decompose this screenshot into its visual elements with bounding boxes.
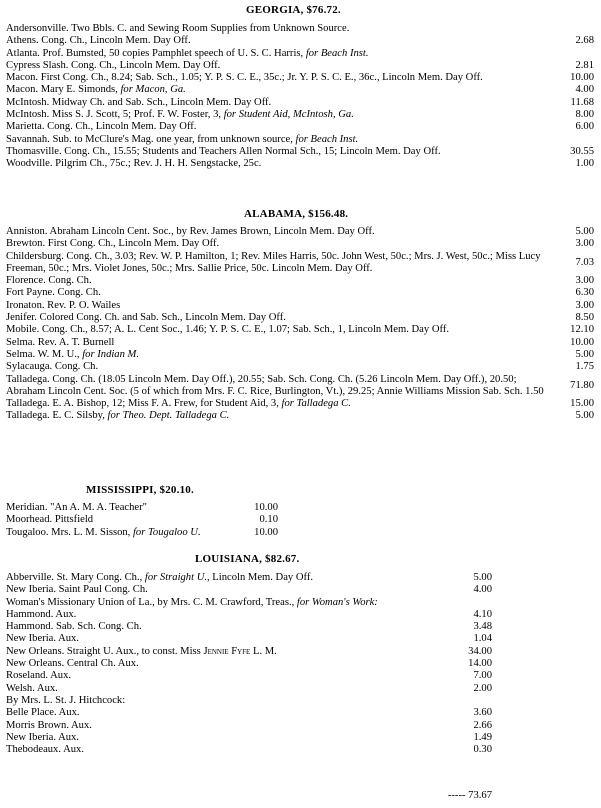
entry-description [6, 251, 554, 276]
entry-text: Marietta. Cong. Ch., Lincoln Mem. Day Off. [6, 121, 197, 133]
entry-text: Savannah. Sub. to McClure's Mag. one year, from unknown source, [6, 133, 293, 145]
entry-amount: 2.68 [575, 35, 594, 47]
entry-amount: 11.68 [570, 96, 594, 108]
entry-text: New Orleans. Straight U. Aux., to const. Miss [6, 645, 201, 657]
entry-description [6, 527, 238, 539]
entry-amount: 4.10 [473, 608, 492, 620]
entry-designation: for Beach Inst. [292, 133, 359, 145]
georgia-entry [6, 60, 594, 72]
entry-text: McIntosh. Midway Ch. and Sab. Sch., Lincoln Mem. Day Off. [6, 96, 272, 108]
entry-description [6, 744, 452, 756]
georgia-entry [6, 109, 594, 121]
entry-amount: 10.00 [254, 502, 278, 513]
louisiana-entry [6, 695, 492, 707]
entry-text: Selma. Rev. A. T. Burnell [6, 336, 115, 348]
entry-amount: 3.00 [575, 238, 594, 250]
entry-text: Sylacauga. Cong. Ch. [6, 361, 99, 373]
entry-text: By Mrs. L. St. J. Hitchcock: [6, 694, 126, 706]
louisiana-entry [6, 597, 492, 609]
entry-description [6, 720, 452, 732]
entry-description [6, 238, 554, 250]
alabama-entry [6, 398, 594, 410]
entry-text-tail: , Lincoln Mem. Day Off. [207, 572, 314, 583]
entry-amount: 5.00 [575, 410, 594, 422]
entry-description [6, 300, 554, 312]
entry-designation: for Theo. Dept. Talladega C. [104, 410, 230, 422]
louisiana-entry [6, 609, 492, 621]
mississippi-entry [6, 502, 278, 514]
entry-description [6, 134, 554, 146]
georgia-entry [6, 158, 594, 170]
entry-amount: 3.00 [575, 299, 594, 311]
georgia-entry [6, 134, 594, 146]
entry-description [6, 410, 554, 422]
alabama-entry [6, 337, 594, 349]
entry-description [6, 658, 452, 670]
entry-text: Athens. Cong. Ch., Lincoln Mem. Day Off. [6, 35, 191, 47]
entry-amount: 2.66 [473, 719, 492, 731]
alabama-entry [6, 251, 594, 276]
entry-description [6, 349, 554, 361]
entry-text: Ironaton. Rev. P. O. Wailes [6, 299, 121, 311]
entry-description [6, 670, 452, 682]
entry-amount: 10.00 [570, 72, 594, 84]
georgia-entry [6, 84, 594, 96]
entry-description [6, 48, 554, 60]
section-louisiana [6, 572, 492, 756]
entry-description [6, 646, 452, 658]
entry-amount: 5.00 [575, 348, 594, 360]
louisiana-entry [6, 621, 492, 633]
entry-description [6, 514, 238, 526]
entry-amount: 30.55 [570, 145, 594, 157]
entry-description [6, 109, 554, 121]
entry-text: Brewton. First Cong. Ch., Lincoln Mem. Day Off. [6, 238, 220, 250]
alabama-entry [6, 324, 594, 336]
heading-alabama: ALABAMA, $156.48. [244, 208, 349, 220]
alabama-entry [6, 300, 594, 312]
louisiana-total: ----- 73.67 [447, 790, 492, 801]
entry-text: Meridian. "An A. M. A. Teacher" [6, 502, 147, 513]
entry-description [6, 597, 452, 609]
entry-description [6, 226, 554, 238]
entry-amount: 6.30 [575, 287, 594, 299]
entry-text-tail: L. M. [250, 645, 277, 657]
entry-description [6, 361, 554, 373]
louisiana-entry [6, 744, 492, 756]
entry-text: Selma. W. M. U., [6, 348, 80, 360]
heading-georgia: GEORGIA, $76.72. [246, 4, 341, 16]
entry-text: Andersonville. Two Bbls. C. and Sewing Room Supplies from Unknown Source. [6, 23, 350, 34]
louisiana-entry [6, 707, 492, 719]
entry-description [6, 633, 452, 645]
entry-description [6, 121, 554, 133]
alabama-entry [6, 312, 594, 324]
entry-description [6, 337, 554, 349]
entry-description [6, 398, 554, 410]
entry-amount: 5.00 [473, 572, 492, 583]
entry-description [6, 287, 554, 299]
alabama-entry [6, 238, 594, 250]
entry-amount: 14.00 [468, 658, 492, 670]
entry-description [6, 707, 452, 719]
entry-description [6, 502, 238, 514]
entry-amount: 7.00 [473, 670, 492, 682]
georgia-entry [6, 48, 594, 60]
entry-description [6, 23, 554, 35]
entry-amount: 1.04 [473, 633, 492, 645]
entry-amount: 8.00 [575, 109, 594, 121]
entry-text: Macon. Mary E. Simonds, [6, 84, 118, 96]
entry-amount: 0.10 [259, 514, 278, 526]
entry-amount: 7.03 [575, 256, 594, 268]
louisiana-entry [6, 646, 492, 658]
georgia-entry [6, 146, 594, 158]
entry-name-caps: Jennie Fyfe [200, 645, 251, 657]
entry-text: Belle Place. Aux. [6, 707, 80, 719]
entry-text: New Iberia. Aux. [6, 633, 79, 645]
mississippi-entry [6, 527, 278, 539]
entry-description [6, 572, 452, 584]
entry-amount: 10.00 [254, 526, 278, 538]
georgia-entry [6, 72, 594, 84]
entry-text: Mobile. Cong. Ch., 8.57; A. L. Cent Soc., 1.46; Y. P. S. C. E., 1.07; Sab. Sch., 1, Lincoln Mem. Day Off. [6, 324, 449, 336]
entry-text: Thebodeaux. Aux. [6, 744, 84, 756]
alabama-entry [6, 361, 594, 373]
louisiana-entry [6, 732, 492, 744]
entry-text: Thomasville. Cong. Ch., 15.55; Students and Teachers Allen Normal Sch., 15; Lincoln Mem. Day Off. [6, 145, 441, 157]
mississippi-entry [6, 514, 278, 526]
entry-amount: 15.00 [570, 398, 594, 410]
entry-description [6, 374, 554, 399]
entry-amount: 4.00 [473, 584, 492, 596]
entry-designation: for Tougaloo U. [130, 526, 201, 538]
alabama-entry [6, 287, 594, 299]
entry-description [6, 621, 452, 633]
entry-amount: 2.81 [575, 59, 594, 71]
louisiana-entry [6, 720, 492, 732]
alabama-entry [6, 374, 594, 399]
entry-description [6, 324, 554, 336]
georgia-entry [6, 35, 594, 47]
entry-designation: for Macon, Ga. [117, 84, 186, 96]
louisiana-total-row [380, 790, 492, 802]
heading-louisiana: LOUISIANA, $82.67. [195, 553, 300, 565]
entry-text: Welsh. Aux. [6, 682, 58, 694]
entry-text: McIntosh. Miss S. J. Scott, 5; Prof. F. W. Foster, 3, [6, 109, 222, 121]
entry-description [6, 97, 554, 109]
entry-text: Abberville. St. Mary Cong. Ch., [6, 572, 143, 583]
entry-designation: for Straight U. [142, 572, 207, 583]
entry-text: New Orleans. Central Ch. Aux. [6, 658, 139, 670]
entry-text: Talladega. E. C. Silsby, [6, 410, 105, 422]
entry-description [6, 695, 452, 707]
georgia-entry [6, 97, 594, 109]
alabama-entry [6, 410, 594, 422]
entry-designation: for Student Aid, McIntosh, Ga. [221, 109, 354, 121]
louisiana-entry [6, 572, 492, 584]
entry-description [6, 146, 554, 158]
entry-amount: 3.48 [473, 621, 492, 633]
entry-description [6, 60, 554, 72]
entry-description [6, 72, 554, 84]
entry-text: Childersburg. Cong. Ch., 3.03; Rev. W. P. Hamilton, 1; Rev. Miles Harris, 50c. John West, 50c.; Mrs. J. West, 50c.; Miss Lucy Freeman, 50c.; Mrs. Violet Jones, 50c.; Mrs. Sallie Price, 50c. Lincoln Mem. Day Off. [6, 250, 541, 274]
entry-text: Atlanta. Prof. Bumsted, 50 copies Pamphlet speech of U. S. C. Harris, [6, 47, 304, 59]
entry-amount: 71.80 [570, 379, 594, 391]
entry-text: Jenifer. Colored Cong. Ch. and Sab. Sch., Lincoln Mem. Day Off. [6, 312, 286, 324]
entry-amount: 8.50 [575, 312, 594, 324]
entry-text: Woodville. Pilgrim Ch., 75c.; Rev. J. H. H. Sengstacke, 25c. [6, 158, 262, 170]
entry-amount: 2.00 [473, 682, 492, 694]
entry-designation: for Talladega C. [278, 398, 351, 410]
entry-description [6, 35, 554, 47]
section-alabama [6, 226, 594, 423]
entry-amount: 3.60 [473, 707, 492, 719]
alabama-entry [6, 275, 594, 287]
entry-amount: 1.00 [575, 158, 594, 170]
entry-text: Tougaloo. Mrs. L. M. Sisson, [6, 526, 131, 538]
entry-description [6, 84, 554, 96]
entry-text: Morris Brown. Aux. [6, 719, 92, 731]
entry-amount: 12.10 [570, 324, 594, 336]
entry-text: Hammond. Sab. Sch. Cong. Ch. [6, 621, 142, 633]
louisiana-entry [6, 584, 492, 596]
entry-description [6, 584, 452, 596]
entry-description [6, 275, 554, 287]
louisiana-entry [6, 633, 492, 645]
entry-amount: 6.00 [575, 121, 594, 133]
section-georgia [6, 23, 594, 171]
entry-text: Hammond. Aux. [6, 608, 77, 620]
entry-designation: for Woman's Work: [294, 596, 378, 608]
louisiana-entry [6, 670, 492, 682]
louisiana-entry [6, 683, 492, 695]
louisiana-entry [6, 658, 492, 670]
entry-description [6, 158, 554, 170]
entry-text: Talladega. Cong. Ch. (18.05 Lincoln Mem. Day Off.), 20.55; Sab. Sch. Cong. Ch. (5.26 Lincoln Mem. Day Off.), 20.50; Abraham Lincoln Cent. Soc. (5 of which from Mrs. F. C. Rice, Burlington, Vt.), 29.25; Annie Williams Mission Sab. Sch. 1.50 [6, 373, 544, 397]
entry-text: Fort Payne. Cong. Ch. [6, 287, 101, 299]
entry-designation: for Beach Inst. [303, 47, 369, 59]
entry-text: Woman's Missionary Union of La., by Mrs. C. M. Crawford, Treas., [6, 596, 295, 608]
entry-description [6, 312, 554, 324]
entry-text: New Iberia. Saint Paul Cong. Ch. [6, 584, 148, 596]
entry-amount: 3.00 [575, 275, 594, 287]
entry-text: Roseland. Aux. [6, 670, 72, 682]
entry-description [6, 609, 452, 621]
entry-amount: 0.30 [473, 744, 492, 756]
georgia-entry [6, 121, 594, 133]
section-mississippi [6, 502, 278, 539]
alabama-entry [6, 226, 594, 238]
heading-mississippi: MISSISSIPPI, $20.10. [86, 484, 194, 496]
entry-amount: 34.00 [468, 645, 492, 657]
entry-text: Macon. First Cong. Ch., 8.24; Sab. Sch., 1.05; Y. P. S. C. E., 35c.; Jr. Y. P. S. C. E., 36c., Lincoln Mem. Day Off. [6, 72, 483, 84]
entry-text: Florence. Cong. Ch. [6, 275, 92, 287]
entry-text: Anniston. Abraham Lincoln Cent. Soc., by Rev. James Brown, Lincoln Mem. Day Off. [6, 226, 375, 237]
entry-text: Cypress Slash. Cong. Ch., Lincoln Mem. Day Off. [6, 59, 221, 71]
entry-description [6, 683, 452, 695]
entry-amount: 10.00 [570, 336, 594, 348]
entry-amount: 1.75 [575, 361, 594, 373]
entry-amount: 5.00 [575, 226, 594, 237]
entry-description [6, 732, 452, 744]
entry-amount: 1.49 [473, 731, 492, 743]
entry-text: Moorhead. Pittsfield [6, 514, 94, 526]
entry-designation: for Indian M. [79, 348, 140, 360]
entry-text: New Iberia. Aux. [6, 731, 79, 743]
georgia-entry [6, 23, 594, 35]
entry-text: Talladega. E. A. Bishop, 12; Miss F. A. Frew, for Student Aid, 3, [6, 398, 279, 410]
entry-amount: 4.00 [575, 84, 594, 96]
alabama-entry [6, 349, 594, 361]
